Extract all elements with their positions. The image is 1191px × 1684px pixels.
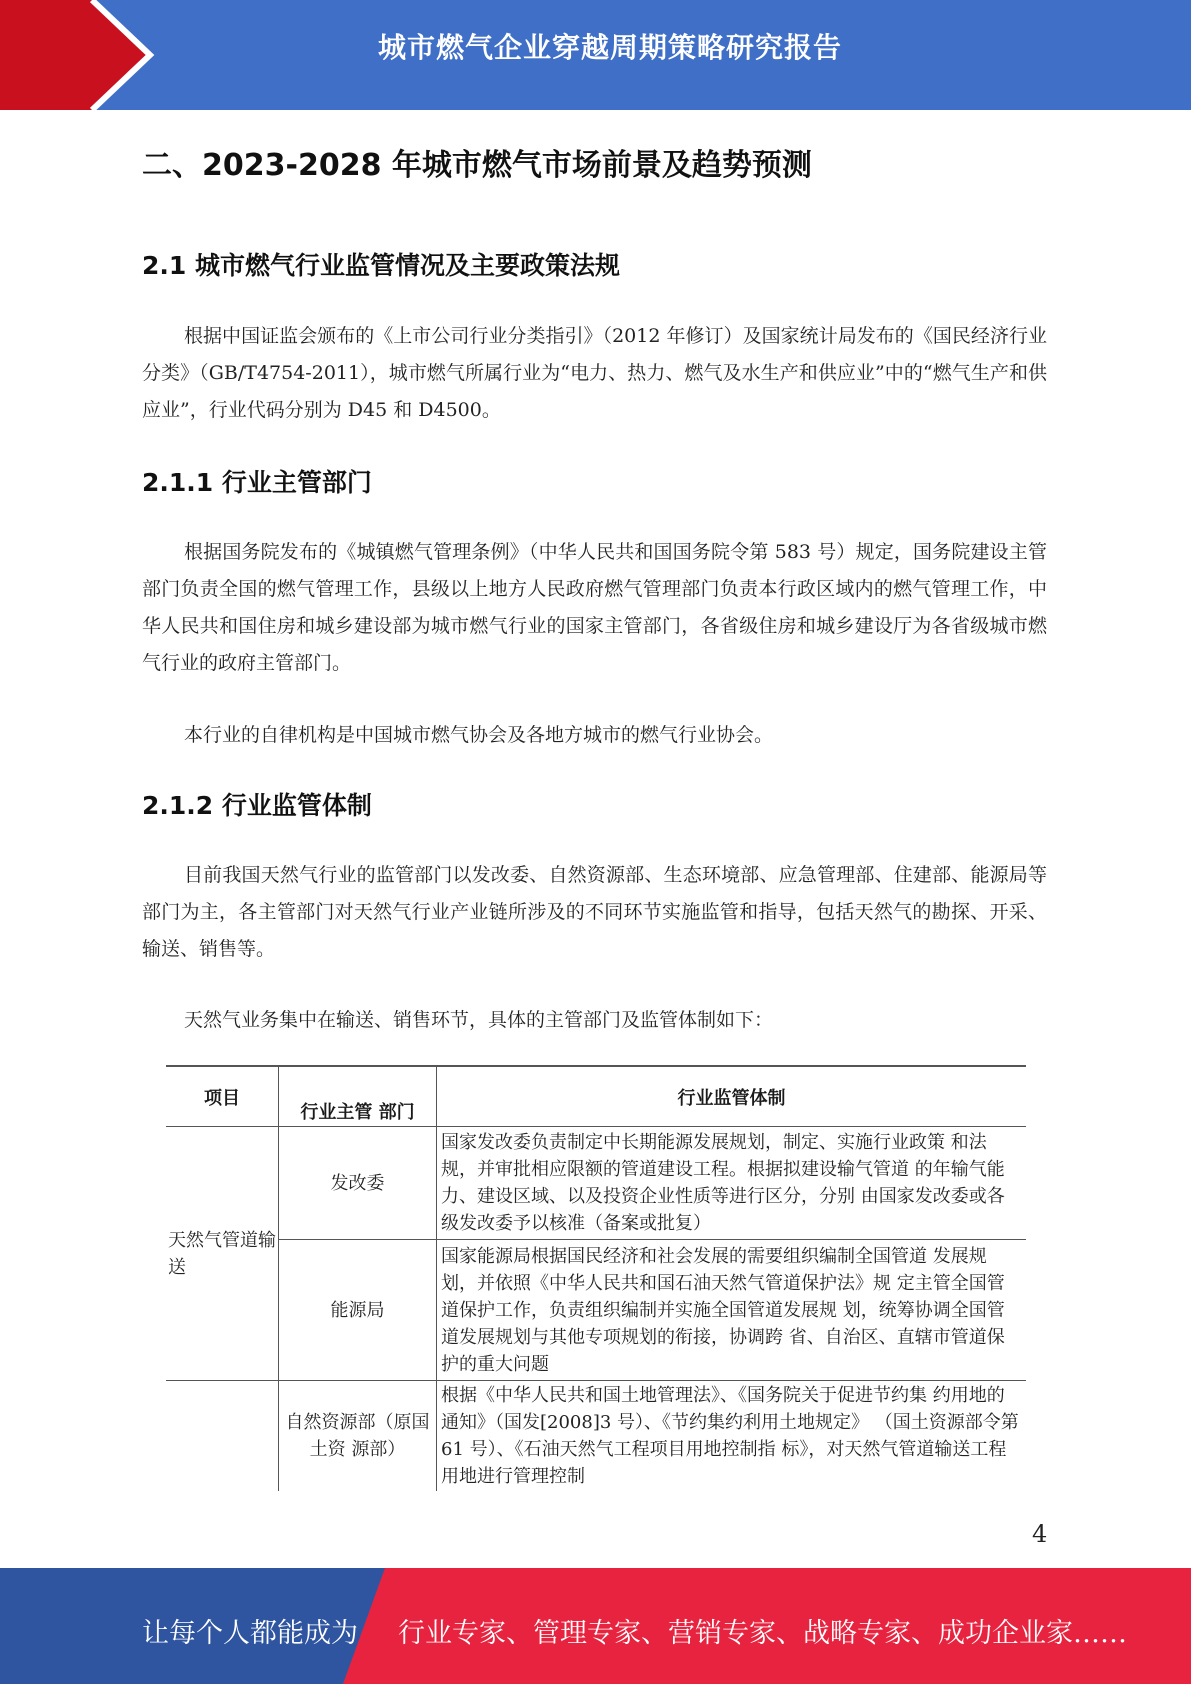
table-dept: 自然资源部（原国土资 源部） [279, 1381, 437, 1492]
table-row [166, 1381, 1026, 1492]
paragraph-2-1: 根据中国证监会颁布的《上市公司行业分类指引》（2012 年修订）及国家统计局发布的《国民经济行业分类》（GB/T4754-2011），城市燃气所属行业为“电力、热力、燃气及水生产和供应业”中的“燃气生产和供应业”，行业代码分别为 D45 和 D4500。 [142, 325, 1047, 421]
section-title: 二、2023-2028 年城市燃气市场前景及趋势预测 [142, 148, 812, 183]
heading-2-1: 2.1 城市燃气行业监管情况及主要政策法规 [142, 251, 620, 280]
page-number: 4 [1032, 1520, 1048, 1548]
table-dept: 发改委 [279, 1127, 437, 1240]
regulation-table [166, 1065, 1026, 1491]
table-header-dept: 行业主管 部门 [279, 1066, 437, 1127]
paragraph-2-1-2-b: 天然气业务集中在输送、销售环节，具体的主管部门及监管体制如下： [184, 1009, 774, 1031]
page-header [0, 0, 1191, 110]
table-group-label-empty [166, 1381, 279, 1492]
table-row [166, 1127, 1026, 1240]
page-footer [0, 1568, 1191, 1684]
footer-slogan-left: 让每个人都能成为 [142, 1618, 358, 1649]
heading-2-1-2: 2.1.2 行业监管体制 [142, 791, 372, 820]
footer-slogan-right: 行业专家、管理专家、营销专家、战略专家、成功企业家…… [398, 1618, 1127, 1649]
table-row [166, 1240, 1026, 1381]
paragraph-2-1-1-b: 本行业的自律机构是中国城市燃气协会及各地方城市的燃气行业协会。 [184, 724, 774, 746]
table-desc: 国家能源局根据国民经济和社会发展的需要组织编制全国管道 发展规划，并依照《中华人民共和国石油天然气管道保护法》规 定主管全国管道保护工作，负责组织编制并实施全国管道发展规 划，统筹协调全国管道发展规划与其他专项规划的衔接，协调跨 省、自治区、直辖市管道保护的重大问题 [437, 1240, 1027, 1381]
table-dept: 能源局 [279, 1240, 437, 1381]
paragraph-2-1-1-a: 根据国务院发布的《城镇燃气管理条例》（中华人民共和国国务院令第 583 号）规定，国务院建设主管部门负责全国的燃气管理工作，县级以上地方人民政府燃气管理部门负责本行政区域内的燃气管理工作，中华人民共和国住房和城乡建设部为城市燃气行业的国家主管部门，各省级住房和城乡建设厅为各省级城市燃气行业的政府主管部门。 [142, 541, 1047, 674]
table-desc: 根据《中华人民共和国土地管理法》、《国务院关于促进节约集 约用地的通知》（国发[2008]3 号）、《节约集约利用土地规定》 （国土资源部令第 61 号）、《石油天然气工程项目用地控制指 标》，对天然气管道输送工程用地进行管理控制 [441, 1385, 1019, 1487]
table-desc: 国家发改委负责制定中长期能源发展规划，制定、实施行业政策 和法规，并审批相应限额的管道建设工程。根据拟建设输气管道 的年输气能力、建设区域、以及投资企业性质等进行区分，分别 由国家发改委或各级发改委予以核准（备案或批复） [437, 1127, 1027, 1240]
paragraph-2-1-2-a: 目前我国天然气行业的监管部门以发改委、自然资源部、生态环境部、应急管理部、住建部、能源局等部门为主，各主管部门对天然气行业产业链所涉及的不同环节实施监管和指导，包括天然气的勘探、开采、输送、销售等。 [142, 864, 1047, 960]
report-title: 城市燃气企业穿越周期策略研究报告 [377, 31, 842, 64]
heading-2-1-1: 2.1.1 行业主管部门 [142, 468, 372, 497]
table-header-system: 行业监管体制 [437, 1066, 1027, 1127]
table-group-label: 天然气管道输送 [166, 1127, 279, 1381]
table-header-row [166, 1066, 1026, 1127]
table-header-item: 项目 [166, 1066, 279, 1127]
